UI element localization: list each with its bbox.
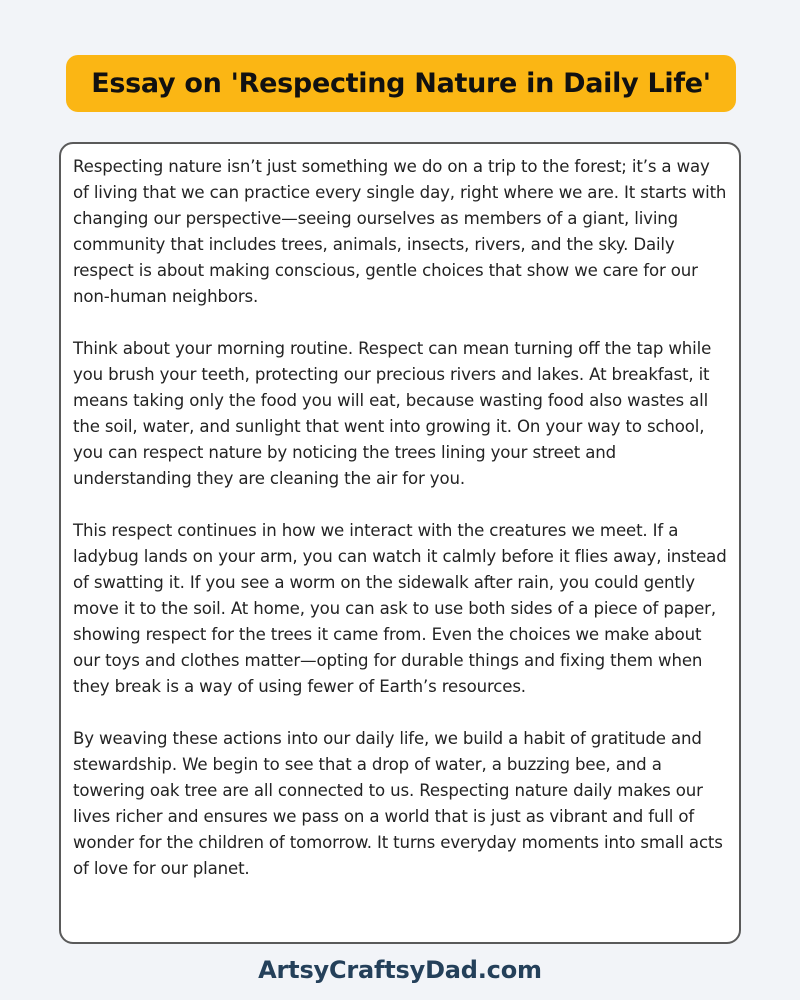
essay-paragraph-3: This respect continues in how we interact with the creatures we meet. If a ladybug lands on your arm, you can watch it calmly before it flies away, instead of swatting it. If you see a worm on the sidewalk after rain, you could gently move it to the soil. At home, you can ask to use both sides of a piece of paper, showing respect for the trees it came from. Even the choices we make about our toys and clothes matter—opting for durable things and fixing them when they break is a way of using fewer of Earth’s resources. bbox=[73, 521, 727, 696]
essay-paragraph-4: By weaving these actions into our daily life, we build a habit of gratitude and stewardship. We begin to see that a drop of water, a buzzing bee, and a towering oak tree are all connected to us. Respecting nature daily makes our lives richer and ensures we pass on a world that is just as vibrant and full of wonder for the children of tomorrow. It turns everyday moments into small acts of love for our planet. bbox=[73, 729, 723, 878]
essay-paragraph-1: Respecting nature isn’t just something we do on a trip to the forest; it’s a way of living that we can practice every single day, right where we are. It starts with changing our perspective—seeing ourselves as members of a giant, living community that includes trees, animals, insects, rivers, and the sky. Daily respect is about making conscious, gentle choices that show we care for our non-human neighbors. bbox=[73, 157, 727, 306]
title-banner bbox=[66, 55, 736, 112]
site-watermark: ArtsyCraftsyDad.com bbox=[258, 956, 542, 984]
essay-paragraph-2: Think about your morning routine. Respect can mean turning off the tap while you brush your teeth, protecting our precious rivers and lakes. At breakfast, it means taking only the food you will eat, because wasting food also wastes all the soil, water, and sunlight that went into growing it. On your way to school, you can respect nature by noticing the trees lining your street and understanding they are cleaning the air for you. bbox=[73, 339, 712, 488]
page-title: Essay on 'Respecting Nature in Daily Life' bbox=[91, 68, 711, 99]
essay-box bbox=[59, 142, 741, 944]
